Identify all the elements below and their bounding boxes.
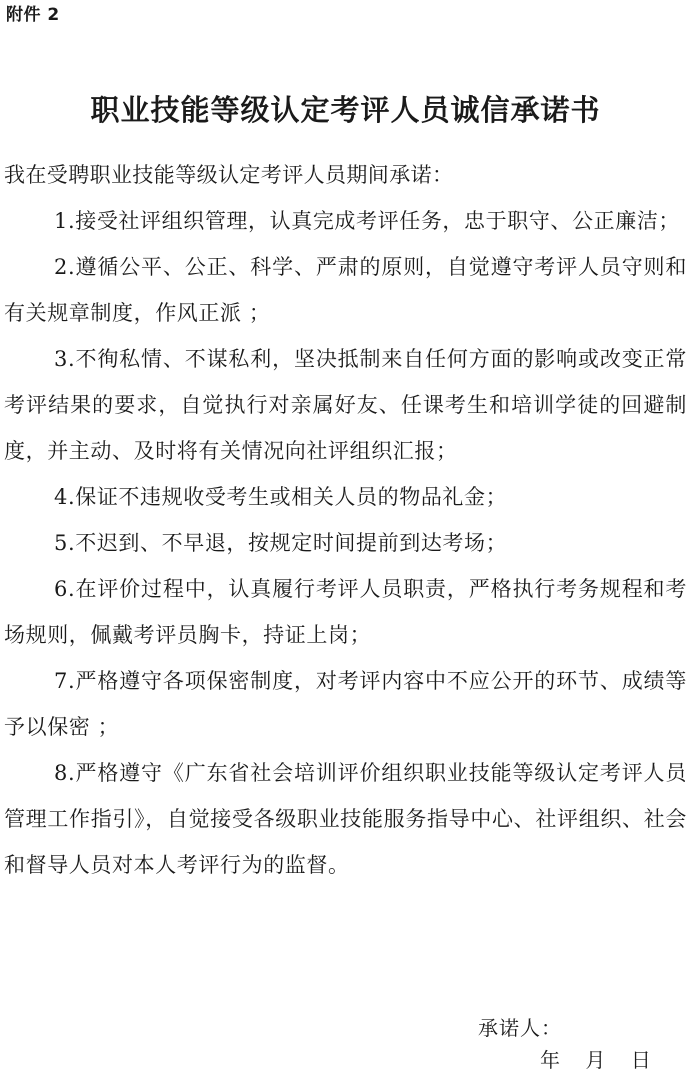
pledge-item-2: 2.遵循公平、公正、科学、严肃的原则，自觉遵守考评人员守则和有关规章制度，作风正派 ； <box>4 255 687 325</box>
pledge-item-8: 8.严格遵守《广东省社会培训评价组织职业技能等级认定考评人员管理工作指引》，自觉接受各级职业技能服务指导中心、社评组织、社会和督导人员对本人考评行为的监督。 <box>4 761 687 877</box>
document-body <box>4 152 687 888</box>
attachment-label: 附件 2 <box>6 5 60 25</box>
pledge-item-7: 7.严格遵守各项保密制度，对考评内容中不应公开的环节、成绩等予以保密 ； <box>4 669 687 739</box>
document-title: 职业技能等级认定考评人员诚信承诺书 <box>90 93 601 127</box>
date-line: 年 月 日 <box>540 1048 651 1072</box>
pledge-item-6: 6.在评价过程中，认真履行考评人员职责，严格执行考务规程和考场规则，佩戴考评员胸卡，持证上岗； <box>4 577 687 647</box>
intro-paragraph: 我在受聘职业技能等级认定考评人员期间承诺： <box>4 163 454 187</box>
pledge-item-5: 5.不迟到、不早退，按规定时间提前到达考场； <box>54 531 508 555</box>
pledge-item-4: 4.保证不违规收受考生或相关人员的物品礼金； <box>54 485 508 509</box>
signature-label: 承诺人： <box>478 1016 562 1040</box>
pledge-item-1: 1.接受社评组织管理，认真完成考评任务，忠于职守、公正廉洁； <box>54 209 681 233</box>
pledge-item-3: 3.不徇私情、不谋私利，坚决抵制来自任何方面的影响或改变正常考评结果的要求，自觉执行对亲属好友、任课考生和培训学徒的回避制度，并主动、及时将有关情况向社评组织汇报； <box>4 347 687 463</box>
